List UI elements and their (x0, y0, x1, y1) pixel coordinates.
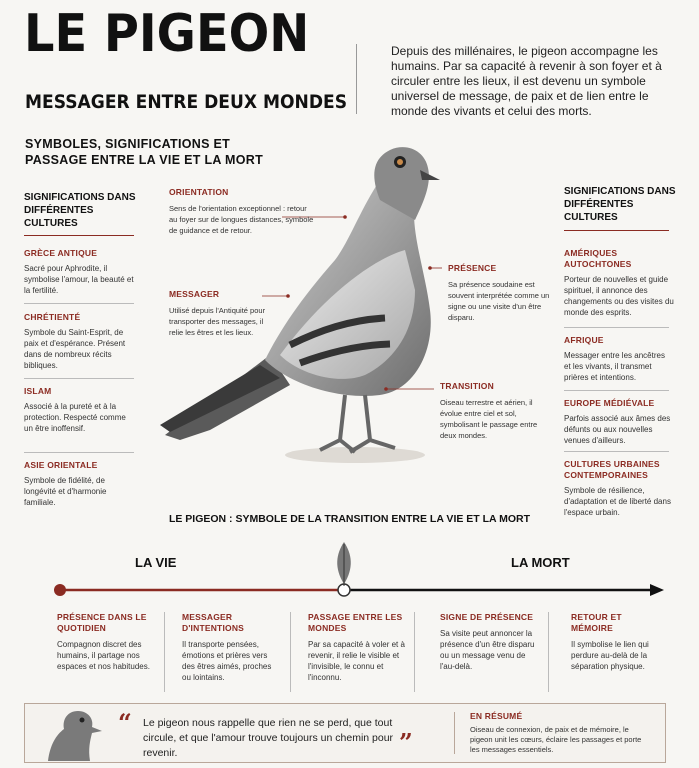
timeline-stage-label: MESSAGER D'INTENTIONS (182, 612, 245, 633)
timeline-heading: LE PIGEON : SYMBOLE DE LA TRANSITION ENTRE LA VIE ET LA MORT (168, 513, 531, 525)
divider (548, 612, 549, 692)
left-item-label: ASIE ORIENTALE (24, 460, 98, 470)
annotation-presence (448, 263, 563, 323)
timeline-stage-label: SIGNE DE PRÉSENCE (440, 612, 534, 622)
annotation-text: Utilisé depuis l'Antiquité pour transporter des messages, il relie les êtres et les lieux. (169, 306, 266, 337)
divider (290, 612, 291, 692)
right-item-text: Parfois associé aux âmes des défunts ou aux nouvelles venues d'ailleurs. (564, 414, 671, 445)
left-item-label: CHRÉTIENTÉ (24, 312, 81, 322)
timeline-stage-text: Il transporte pensées, émotions et prières vers des êtres aimés, proches ou lointains. (182, 640, 272, 682)
page-title: LE PIGEON (24, 4, 310, 64)
timeline-start-label: LA VIE (135, 555, 177, 570)
left-item-text: Sacré pour Aphrodite, il symbolise l'amour, la beauté et la fertilité. (24, 264, 134, 295)
summary-label: EN RÉSUMÉ (470, 711, 523, 721)
left-item-label: ISLAM (24, 386, 52, 396)
timeline-stage (308, 612, 408, 683)
intro-text: Depuis des millénaires, le pigeon accompagne les humains. Par sa capacité à revenir à son foyer et à circuler entre les lieux, il est devenu un symbole universel de message, de paix et de lien entre le monde des vivants et celui des morts. (391, 44, 662, 118)
right-item-text: Messager entre les ancêtres et les vivants, il transmet prières et intentions. (564, 351, 665, 382)
quote-divider (454, 712, 455, 754)
annotation-transition (440, 381, 550, 441)
summary-block (470, 711, 650, 755)
annotation-text: Oiseau terrestre et aérien, il évolue entre ciel et sol, symbolisant le passage entre deux mondes. (440, 398, 538, 440)
annotation-text: Sens de l'orientation exceptionnel : retour au foyer sur de longues distances, symbole de guidance et de retour. (169, 204, 314, 235)
divider (164, 612, 165, 692)
right-item-text: Porteur de nouvelles et guide spirituel, il annonce des changements ou des visites du monde des esprits. (564, 275, 674, 317)
right-item-label: AMÉRIQUES AUTOCHTONES (564, 248, 632, 269)
timeline-axis (0, 540, 699, 600)
right-item-label: CULTURES URBAINES CONTEMPORAINES (564, 459, 660, 480)
section-title: SYMBOLES, SIGNIFICATIONS ET PASSAGE ENTRE LA VIE ET LA MORT (25, 137, 264, 167)
timeline-stage-label: PRÉSENCE DANS LE QUOTIDIEN (57, 612, 147, 633)
divider (414, 612, 415, 692)
quote-close-icon: ” (399, 728, 413, 757)
right-item-label: AFRIQUE (564, 335, 604, 345)
timeline-stage-label: PASSAGE ENTRE LES MONDES (308, 612, 403, 633)
quote-open-icon: “ (118, 708, 132, 737)
annotation-text: Sa présence soudaine est souvent interprétée comme un signe ou une visite d'un être disparu. (448, 280, 550, 322)
left-column-heading: SIGNIFICATIONS DANS DIFFÉRENTES CULTURES (24, 192, 136, 229)
page-subtitle: MESSAGER ENTRE DEUX MONDES (25, 91, 348, 113)
quote-text: Le pigeon nous rappelle que rien ne se perd, que tout circule, et que l'amour trouve toujours un chemin pour revenir. (143, 717, 394, 759)
timeline-stage (182, 612, 282, 683)
summary-text: Oiseau de connexion, de paix et de mémoire, le pigeon unit les cœurs, éclaire les passages et porte les messages essentiels. (470, 725, 642, 754)
timeline-stage-label: RETOUR ET MÉMOIRE (571, 612, 622, 633)
left-item-label: GRÈCE ANTIQUE (24, 248, 98, 258)
timeline-stage-text: Compagnon discret des humains, il partage nos espaces et nos habitudes. (57, 640, 150, 671)
right-item-text: Symbole de résilience, d'adaptation et de liberté dans l'espace urbain. (564, 486, 671, 517)
timeline-stage-text: Par sa capacité à voler et à revenir, il relie le visible et l'invisible, le connu et l'inconnu. (308, 640, 405, 682)
timeline-stage-text: Sa visite peut annoncer la présence d'un être disparu ou un message venu de l'au-delà. (440, 629, 535, 671)
annotation-label: TRANSITION (440, 381, 494, 391)
left-item-text: Associé à la pureté et à la protection. Respecté comme un être inoffensif. (24, 402, 126, 433)
timeline-stage-text: Il symbolise le lien qui perdure au-delà de la séparation physique. (571, 640, 649, 671)
timeline-stage (571, 612, 666, 672)
annotation-label: MESSAGER (169, 289, 220, 299)
left-item-text: Symbole de fidélité, de longévité et d'harmonie familiale. (24, 476, 107, 507)
right-column-heading: SIGNIFICATIONS DANS DIFFÉRENTES CULTURES (564, 186, 676, 223)
pigeon-portrait-icon (38, 705, 108, 761)
annotation-orientation (169, 187, 314, 236)
timeline-end-label: LA MORT (511, 555, 570, 570)
feather-icon (337, 542, 351, 586)
timeline-stage (57, 612, 157, 672)
left-item-text: Symbole du Saint-Esprit, de paix et d'espérance. Présent dans de nombreux récits bibliques. (24, 328, 126, 370)
annotation-label: ORIENTATION (169, 187, 229, 197)
annotation-label: PRÉSENCE (448, 263, 497, 273)
timeline-stage (440, 612, 540, 672)
annotation-messager (169, 289, 274, 338)
right-item-label: EUROPE MÉDIÉVALE (564, 398, 655, 408)
